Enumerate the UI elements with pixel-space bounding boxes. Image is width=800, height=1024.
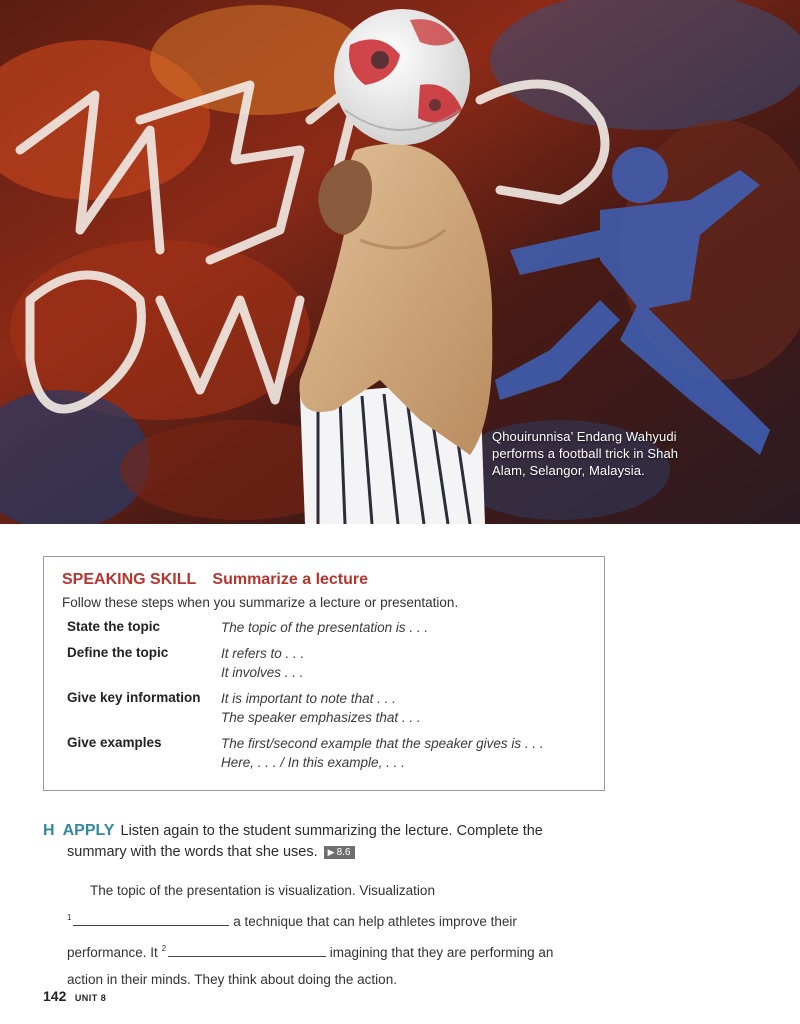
exercise-letter: H bbox=[43, 822, 55, 839]
page-number: 142 bbox=[43, 988, 67, 1004]
passage-line bbox=[43, 904, 623, 935]
skill-phrase: The first/second example that the speaker gives is . . . bbox=[221, 736, 544, 751]
blank-number: 2 bbox=[161, 944, 167, 953]
skill-phrase: It is important to note that . . . bbox=[221, 691, 396, 706]
skill-phrases bbox=[221, 734, 544, 772]
exercise-instruction bbox=[43, 820, 623, 863]
audio-track-number: 8.6 bbox=[336, 847, 351, 858]
passage-line bbox=[43, 935, 623, 966]
answer-blank-1[interactable] bbox=[73, 911, 229, 926]
skill-heading: SPEAKING SKILL bbox=[62, 571, 196, 588]
caption-line: Alam, Selangor, Malaysia. bbox=[492, 463, 645, 478]
skill-intro: Follow these steps when you summarize a lecture or presentation. bbox=[62, 595, 459, 610]
skill-table bbox=[67, 618, 586, 772]
skill-subheading: Summarize a lecture bbox=[212, 571, 369, 588]
skill-phrase: It involves . . . bbox=[221, 665, 304, 680]
skill-label: State the topic bbox=[67, 619, 161, 634]
passage-line: The topic of the presentation is visualization. Visualization bbox=[90, 883, 435, 898]
passage-text: performance. It bbox=[67, 945, 158, 960]
caption-line: Qhouirunnisa’ Endang Wahyudi bbox=[492, 429, 677, 444]
skill-row bbox=[67, 689, 586, 727]
unit-label: UNIT 8 bbox=[74, 993, 107, 1003]
headphones-icon: ▶ bbox=[327, 847, 335, 857]
exercise-h bbox=[43, 820, 623, 993]
skill-phrase: It refers to . . . bbox=[221, 646, 305, 661]
skill-phrases bbox=[221, 644, 304, 682]
audio-track-button[interactable] bbox=[324, 846, 355, 859]
skill-title bbox=[62, 571, 586, 589]
exercise-keyword: APPLY bbox=[62, 822, 115, 839]
skill-row bbox=[67, 618, 586, 637]
skill-phrase: The topic of the presentation is . . . bbox=[221, 620, 429, 635]
skill-label: Give key information bbox=[67, 690, 201, 705]
photo-caption bbox=[492, 428, 732, 479]
speaking-skill-box bbox=[43, 556, 605, 791]
skill-phrases bbox=[221, 618, 428, 637]
instruction-line-2 bbox=[43, 842, 623, 863]
skill-phrase: The speaker emphasizes that . . . bbox=[221, 710, 421, 725]
answer-blank-2[interactable] bbox=[168, 942, 326, 957]
skill-phrases bbox=[221, 689, 421, 727]
blank-number: 1 bbox=[67, 913, 72, 922]
skill-phrase: Here, . . . / In this example, . . . bbox=[221, 755, 405, 770]
instruction-text: Listen again to the student summarizing the lecture. Complete the bbox=[120, 823, 543, 839]
skill-row bbox=[67, 644, 586, 682]
instruction-text: summary with the words that she uses. bbox=[67, 844, 318, 860]
skill-row bbox=[67, 734, 586, 772]
skill-label: Define the topic bbox=[67, 645, 169, 660]
passage-text: imagining that they are performing an bbox=[329, 945, 554, 960]
page-footer bbox=[43, 988, 106, 1006]
passage-line: action in their minds. They think about doing the action. bbox=[67, 972, 397, 987]
passage-text: a technique that can help athletes improve their bbox=[233, 914, 517, 929]
caption-line: performs a football trick in Shah bbox=[492, 446, 679, 461]
skill-label: Give examples bbox=[67, 735, 162, 750]
summary-passage bbox=[43, 877, 623, 993]
